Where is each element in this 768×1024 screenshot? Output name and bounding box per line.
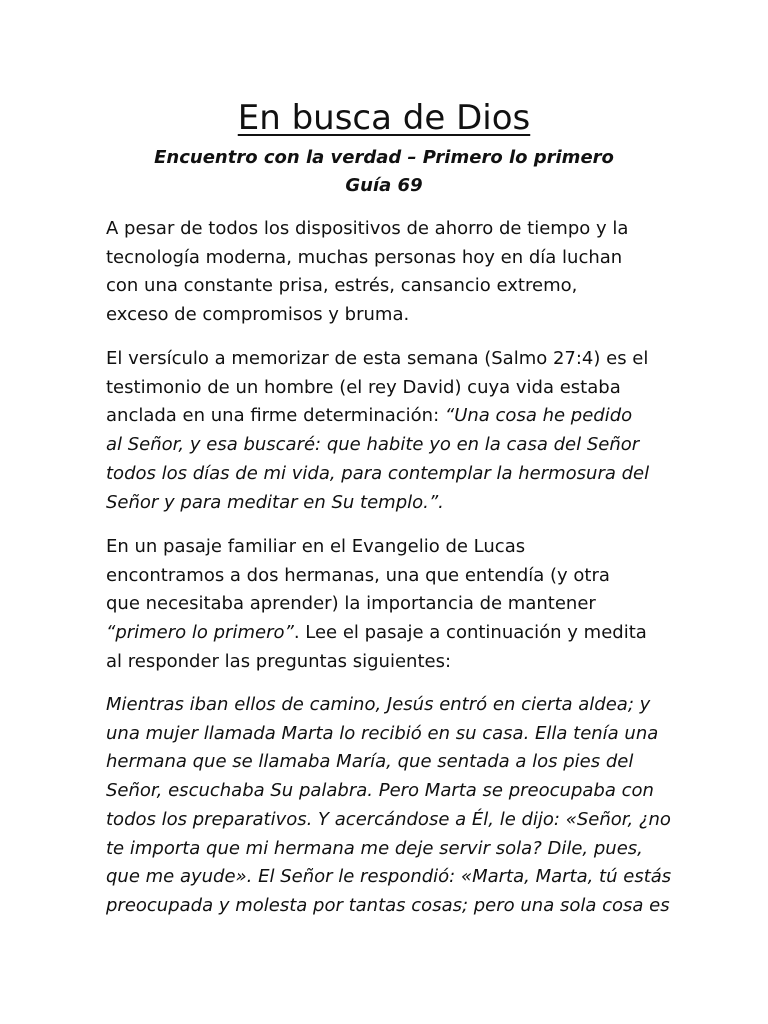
passage-line: hermana que se llamaba María, que sentada a los pies del: [106, 751, 634, 773]
text-line: [106, 402, 666, 431]
text-line: tecnología moderna, muchas personas hoy en día luchan: [106, 246, 623, 268]
passage-line: te importa que mi hermana me deje servir sola? Dile, pues,: [106, 837, 643, 859]
text-line: encontramos a dos hermanas, una que entendía (y otra: [106, 564, 610, 586]
passage-line: Señor, escuchaba Su palabra. Pero Marta se preocupaba con: [106, 780, 654, 802]
passage-line: que me ayude». El Señor le respondió: «Marta, Marta, tú estás: [106, 866, 672, 888]
text-line: que necesitaba aprender) la importancia de mantener: [106, 593, 596, 615]
page-subtitle: Encuentro con la verdad – Primero lo primero: [154, 147, 614, 168]
text-line: El versículo a memorizar de esta semana (Salmo 27:4) es el: [106, 348, 649, 369]
verse-quote-line: Señor y para meditar en Su templo.”.: [106, 491, 444, 513]
verse-quote-line: al Señor, y esa buscaré: que habite yo en la casa del Señor: [106, 434, 640, 456]
text-line: al responder las preguntas siguientes:: [106, 650, 452, 672]
text-segment: . Lee el pasaje a continuación y medita: [293, 622, 647, 644]
memory-verse-paragraph: [106, 345, 666, 517]
text-line: exceso de compromisos y bruma.: [106, 304, 410, 326]
verse-quote-segment: “Una cosa he pedido: [444, 405, 633, 427]
passage-line: preocupada y molesta por tantas cosas; pero una sola cosa es: [106, 894, 670, 916]
intro-paragraph: [106, 215, 666, 330]
passage-line: todos los preparativos. Y acercándose a Él, le dijo: «Señor, ¿no: [106, 808, 671, 830]
page-title: En busca de Dios: [237, 98, 531, 138]
text-line: A pesar de todos los dispositivos de ahorro de tiempo y la: [106, 218, 629, 239]
gospel-intro-paragraph: [106, 533, 666, 677]
verse-quote-line: todos los días de mi vida, para contemplar la hermosura del: [106, 462, 650, 484]
text-line: En un pasaje familiar en el Evangelio de Lucas: [106, 536, 526, 557]
text-line: [106, 619, 666, 648]
text-segment: anclada en una firme determinación:: [106, 405, 445, 427]
guide-number: Guía 69: [345, 175, 423, 196]
passage-line: una mujer llamada Marta lo recibió en su casa. Ella tenía una: [106, 722, 659, 744]
passage-line: Mientras iban ellos de camino, Jesús entró en cierta aldea; y: [106, 694, 651, 715]
text-line: con una constante prisa, estrés, cansancio extremo,: [106, 275, 578, 297]
emphasis-segment: “primero lo primero”: [106, 622, 294, 644]
scripture-passage: [106, 691, 672, 921]
text-line: testimonio de un hombre (el rey David) cuya vida estaba: [106, 376, 621, 398]
